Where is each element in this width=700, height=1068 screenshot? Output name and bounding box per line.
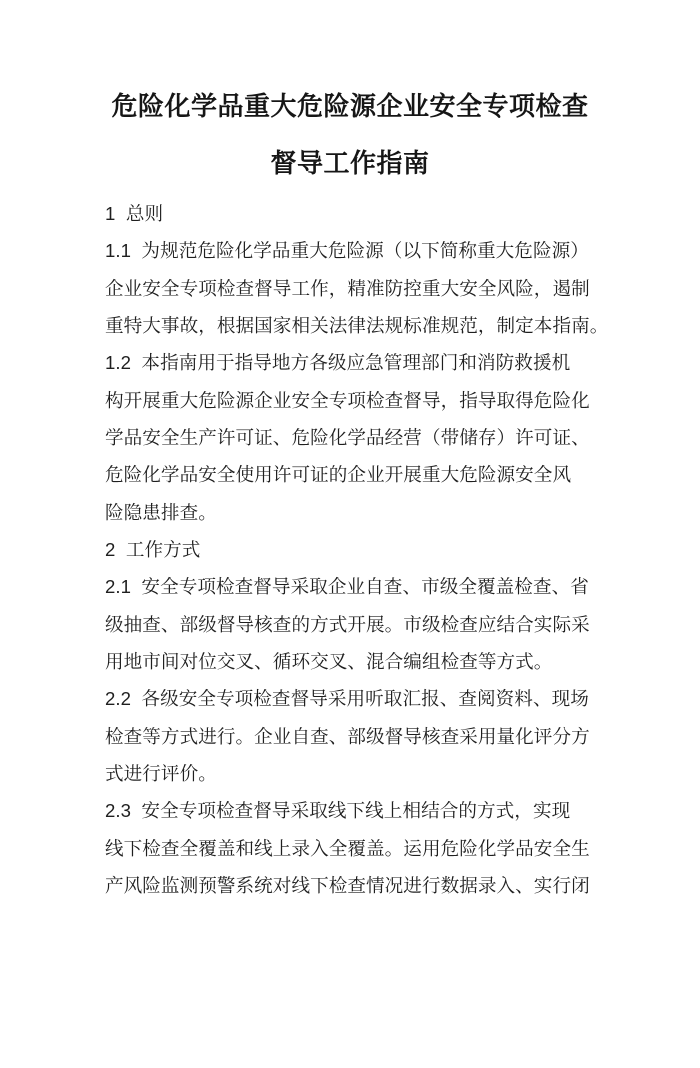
text-line: 线下检查全覆盖和线上录入全覆盖。运用危险化学品安全生 <box>105 837 590 859</box>
text-line: 构开展重大危险源企业安全专项检查督导，指导取得危险化 <box>105 389 590 411</box>
text-line: 险隐患排查。 <box>105 501 217 523</box>
text-line: 学品安全生产许可证、危险化学品经营（带储存）许可证、 <box>105 426 590 448</box>
text-line: 2.3 安全专项检查督导采取线下线上相结合的方式，实现 <box>105 800 571 822</box>
text-line: 2.2 各级安全专项检查督导采用听取汇报、查阅资料、现场 <box>105 688 589 710</box>
document-title-line-1: 危险化学品重大危险源企业安全专项检查 <box>111 91 589 121</box>
text-line: 检查等方式进行。企业自查、部级督导核查采用量化评分方 <box>105 725 590 747</box>
text-line: 用地市间对位交叉、循环交叉、混合编组检查等方式。 <box>105 650 553 672</box>
section-heading: 2 工作方式 <box>105 538 201 560</box>
text-line: 2.1 安全专项检查督导采取企业自查、市级全覆盖检查、省 <box>105 576 589 598</box>
text-line: 式进行评价。 <box>105 762 217 784</box>
document-page <box>0 78 700 1068</box>
text-line: 1.2 本指南用于指导地方各级应急管理部门和消防救援机 <box>105 352 571 374</box>
text-line: 重特大事故，根据国家相关法律法规标准规范，制定本指南。 <box>105 314 609 336</box>
text-line: 企业安全专项检查督导工作，精准防控重大安全风险，遏制 <box>105 277 590 299</box>
document-title-line-2: 督导工作指南 <box>270 148 430 178</box>
text-line: 级抽查、部级督导核查的方式开展。市级检查应结合实际采 <box>105 613 590 635</box>
document-title <box>0 78 700 192</box>
text-line: 产风险监测预警系统对线下检查情况进行数据录入、实行闭 <box>105 874 590 896</box>
text-line: 1.1 为规范危险化学品重大危险源（以下简称重大危险源） <box>105 240 589 262</box>
section-heading: 1 总则 <box>105 203 164 224</box>
text-line: 危险化学品安全使用许可证的企业开展重大危险源安全风 <box>105 464 572 486</box>
document-body <box>0 195 700 904</box>
